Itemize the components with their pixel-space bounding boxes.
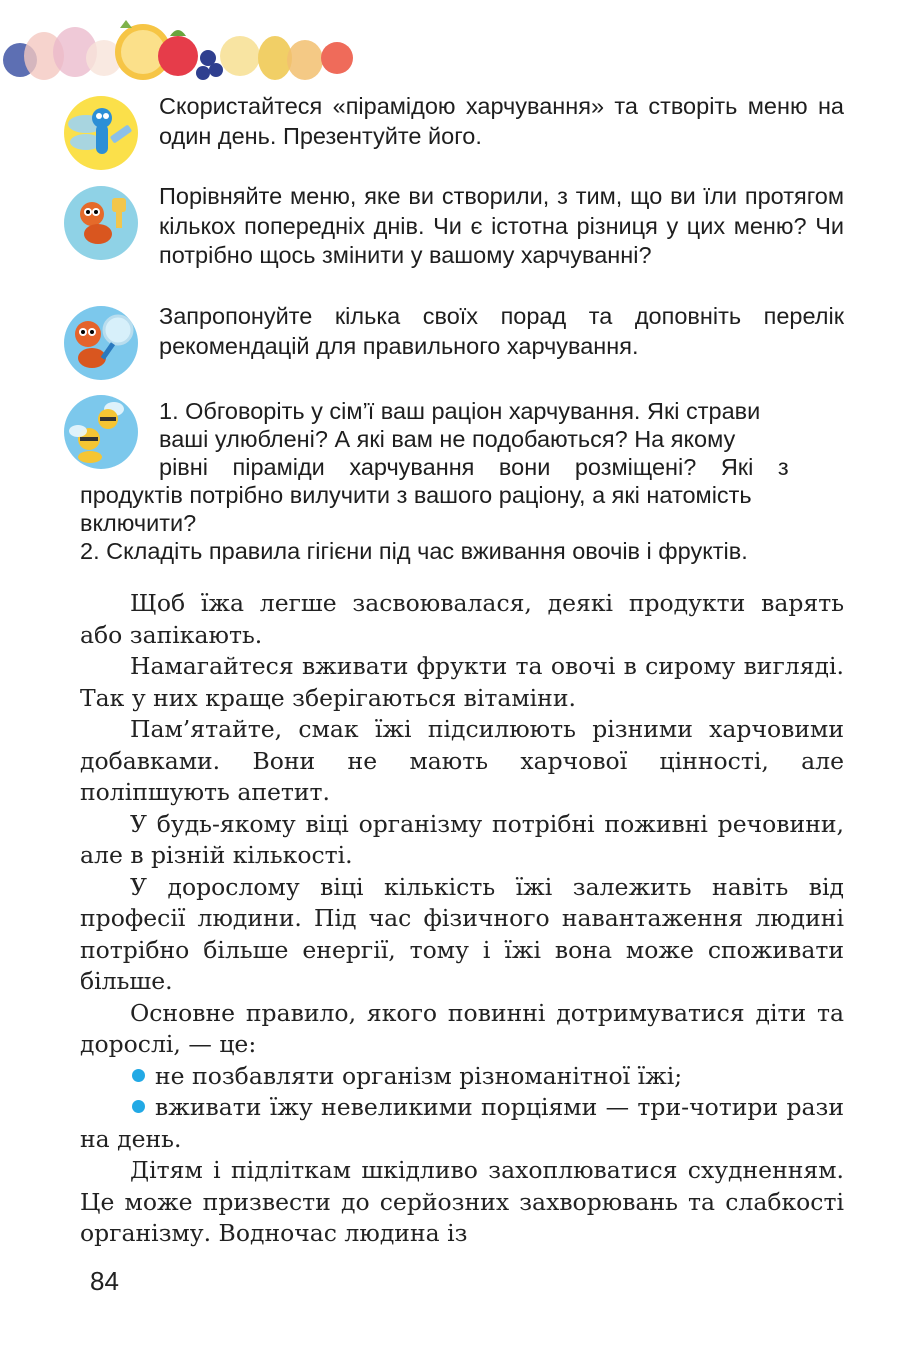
ant-magnifier-icon [62, 304, 140, 382]
dragonfly-pencil-icon [62, 94, 140, 172]
task-text: Порівняйте меню, яке ви створили, з тим, що ви їли протягом кількох попередніх днів. Чи є істотна різниця у цих меню? Чи потрібно щось змінити у вашому харчуванні? [159, 183, 844, 268]
bullet-text: вживати їжу невеликими порціями — три-чотири рази на день. [80, 1093, 844, 1153]
task-text: Скористайтеся «пірамідою харчування» та створіть меню на один день. Презентуйте його. [159, 93, 844, 149]
task-compare-menu [62, 182, 844, 277]
task-create-menu [62, 92, 844, 162]
family-task-line: продуктів потрібно вилучити з вашого раціону, а які натомість [80, 482, 752, 508]
family-task-line: включити? [80, 510, 197, 536]
family-task-line: 2. Складіть правила гігієни під час вживання овочів і фруктів. [80, 538, 748, 564]
paragraph: У будь-якому віці організму потрібні поживні речовини, але в різній кількості. [80, 809, 844, 869]
paragraph: Пам’ятайте, смак їжі підсилюють різними харчовими добавками. Вони не мають харчової цінності, але поліпшують апетит. [80, 715, 844, 806]
family-task-line: рівні піраміди харчування вони розміщені? Які з [159, 454, 789, 480]
ant-trophy-icon [62, 184, 140, 262]
bullet-icon [132, 1069, 145, 1082]
family-task-line: ваші улюблені? А які вам не подобаються? На якому [159, 426, 736, 452]
list-item [80, 1092, 844, 1155]
paragraph: Основне правило, якого повинні дотримуватися діти та дорослі, — це: [80, 998, 844, 1058]
main-text [80, 588, 844, 1250]
task-text: Запропонуйте кілька своїх порад та доповніть перелік рекомендацій для правильного харчування. [159, 303, 844, 359]
paragraph: Дітям і підліткам шкідливо захоплюватися схудненням. Це може призвести до серйозних захворювань та слабкості організму. Водночас людина із [80, 1156, 844, 1247]
task-recommendations [62, 302, 844, 372]
paragraph: У дорослому віці кількість їжі залежить навіть від професії людини. Під час фізичного навантаження людині потрібно більше енергії, тому і їжі вона може споживати більше. [80, 872, 844, 995]
family-task [80, 397, 844, 565]
list-item [80, 1061, 844, 1093]
paragraph: Щоб їжа легше засвоювалася, деякі продукти варять або запікають. [80, 589, 844, 649]
fruit-banner-icon [0, 18, 360, 84]
bullet-text: не позбавляти організм різноманітної їжі; [155, 1061, 683, 1090]
paragraph: Намагайтеся вживати фрукти та овочі в сирому вигляді. Так у них краще зберігаються вітаміни. [80, 652, 844, 712]
page-number: 84 [90, 1266, 119, 1296]
bullet-icon [132, 1100, 145, 1113]
family-task-line: 1. Обговоріть у сім’ї ваш раціон харчування. Які страви [159, 398, 761, 424]
